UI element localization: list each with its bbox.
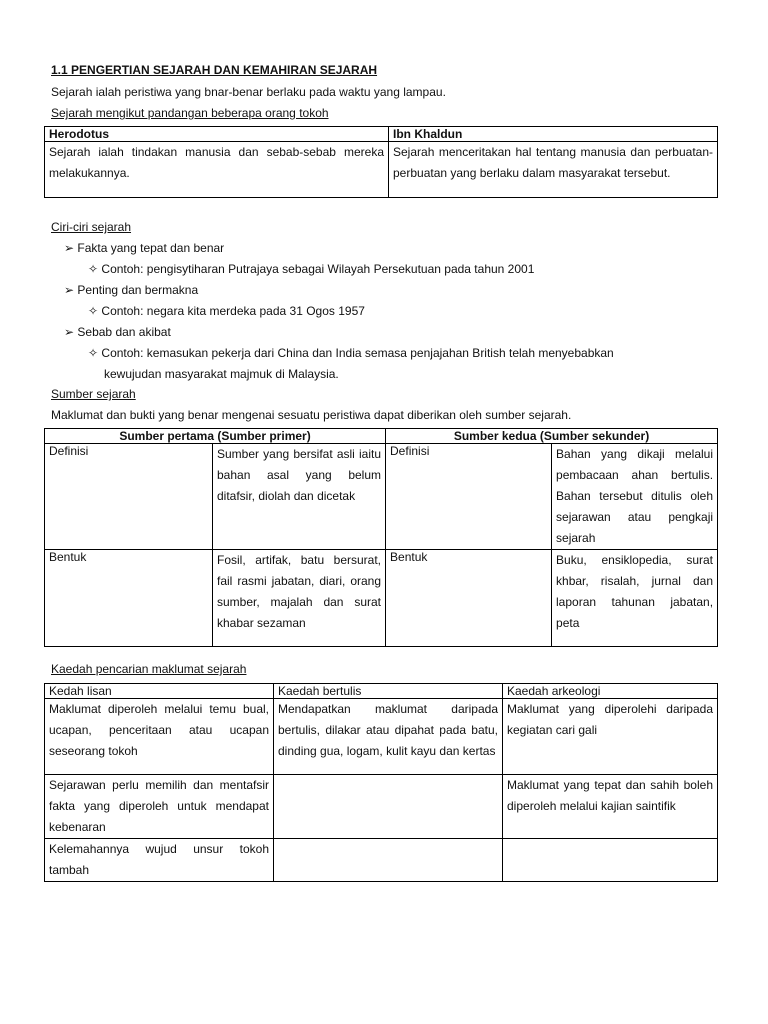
arrow-bullet-icon: ➢ bbox=[64, 283, 75, 297]
views-head-ibn-khaldun: Ibn Khaldun bbox=[389, 127, 718, 142]
views-herodotus-text: Sejarah ialah tindakan manusia dan sebab-sebab mereka melakukannya. bbox=[45, 142, 389, 198]
ciri-bullet-2-sub-text: Contoh: negara kita merdeka pada 31 Ogos 1957 bbox=[101, 304, 365, 318]
arrow-bullet-icon: ➢ bbox=[64, 325, 75, 339]
kaedah-lisan-1: Maklumat diperoleh melalui temu bual, ucapan, penceritaan atau ucapan seseorang tokoh bbox=[45, 699, 274, 775]
sumber-secondary-head: Sumber kedua (Sumber sekunder) bbox=[386, 429, 718, 444]
ciri-bullet-3-sub-text: Contoh: kemasukan pekerja dari China dan India semasa penjajahan British telah menyebabkan bbox=[101, 346, 614, 360]
ciri-bullet-3-sub-continued: kewujudan masyarakat majmuk di Malaysia. bbox=[104, 367, 339, 381]
kaedah-lisan-3: Kelemahannya wujud unsur tokoh tambah bbox=[45, 839, 274, 882]
sumber-table-header-row bbox=[45, 429, 718, 444]
sumber-primary-definisi: Sumber yang bersifat asli iaitu bahan asal yang belum ditafsir, diolah dan dicetak bbox=[213, 444, 386, 550]
ciri-bullet-3 bbox=[64, 324, 171, 340]
kaedah-head-arkeologi: Kaedah arkeologi bbox=[503, 684, 718, 699]
arrow-bullet-icon: ➢ bbox=[64, 241, 75, 255]
views-head-herodotus: Herodotus bbox=[45, 127, 389, 142]
kaedah-bertulis-3-empty bbox=[274, 839, 503, 882]
ciri-bullet-1-sub bbox=[88, 261, 534, 277]
kaedah-bertulis-2-empty bbox=[274, 775, 503, 839]
sumber-definisi-row bbox=[45, 444, 718, 550]
sumber-table bbox=[44, 428, 718, 647]
sumber-heading: Sumber sejarah bbox=[51, 387, 136, 401]
views-table-row bbox=[45, 142, 718, 198]
kaedah-bertulis-1: Mendapatkan maklumat daripada bertulis, dilakar atau dipahat pada batu, dinding gua, logam, kulit kayu dan kertas bbox=[274, 699, 503, 775]
kaedah-head-bertulis: Kaedah bertulis bbox=[274, 684, 503, 699]
kaedah-arkeologi-2: Maklumat yang tepat dan sahih boleh diperoleh melalui kajian saintifik bbox=[503, 775, 718, 839]
views-table-header-row bbox=[45, 127, 718, 142]
star-bullet-icon: ✧ bbox=[88, 304, 99, 318]
star-bullet-icon: ✧ bbox=[88, 346, 99, 360]
sumber-definisi-label: Definisi bbox=[45, 444, 213, 550]
sumber-definisi-label-2: Definisi bbox=[386, 444, 552, 550]
ciri-bullet-1-text: Fakta yang tepat dan benar bbox=[77, 241, 225, 255]
star-bullet-icon: ✧ bbox=[88, 262, 99, 276]
sumber-primary-bentuk: Fosil, artifak, batu bersurat, fail rasmi jabatan, diari, orang sumber, majalah dan surat khabar sezaman bbox=[213, 550, 386, 647]
page-title: 1.1 PENGERTIAN SEJARAH DAN KEMAHIRAN SEJARAH bbox=[51, 63, 378, 77]
intro-text: Sejarah ialah peristiwa yang bnar-benar berlaku pada waktu yang lampau. bbox=[51, 85, 446, 99]
kaedah-lisan-2: Sejarawan perlu memilih dan mentafsir fakta yang diperoleh untuk mendapat kebenaran bbox=[45, 775, 274, 839]
sumber-intro: Maklumat dan bukti yang benar mengenai sesuatu peristiwa dapat diberikan oleh sumber sejarah. bbox=[51, 408, 572, 422]
sumber-primary-head: Sumber pertama (Sumber primer) bbox=[45, 429, 386, 444]
kaedah-row-2 bbox=[45, 775, 718, 839]
ciri-heading: Ciri-ciri sejarah bbox=[51, 220, 132, 234]
ciri-bullet-1 bbox=[64, 240, 224, 256]
sumber-bentuk-row bbox=[45, 550, 718, 647]
views-ibn-khaldun-text: Sejarah menceritakan hal tentang manusia dan perbuatan-perbuatan yang berlaku dalam masyarakat tersebut. bbox=[389, 142, 718, 198]
kaedah-row-1 bbox=[45, 699, 718, 775]
views-table bbox=[44, 126, 718, 198]
sumber-secondary-bentuk: Buku, ensiklopedia, surat khbar, risalah, jurnal dan laporan tahunan jabatan, peta bbox=[552, 550, 718, 647]
kaedah-row-3 bbox=[45, 839, 718, 882]
kaedah-table bbox=[44, 683, 718, 882]
views-heading: Sejarah mengikut pandangan beberapa orang tokoh bbox=[51, 106, 329, 120]
kaedah-table-header-row bbox=[45, 684, 718, 699]
sumber-bentuk-label: Bentuk bbox=[45, 550, 213, 647]
sumber-bentuk-label-2: Bentuk bbox=[386, 550, 552, 647]
kaedah-arkeologi-1: Maklumat yang diperolehi daripada kegiatan cari gali bbox=[503, 699, 718, 775]
ciri-bullet-3-text: Sebab dan akibat bbox=[77, 325, 171, 339]
ciri-bullet-2-sub bbox=[88, 303, 365, 319]
kaedah-arkeologi-3-empty bbox=[503, 839, 718, 882]
ciri-bullet-3-sub bbox=[88, 345, 614, 361]
ciri-bullet-1-sub-text: Contoh: pengisytiharan Putrajaya sebagai Wilayah Persekutuan pada tahun 2001 bbox=[101, 262, 535, 276]
ciri-bullet-2-text: Penting dan bermakna bbox=[77, 283, 199, 297]
ciri-bullet-2 bbox=[64, 282, 198, 298]
sumber-secondary-definisi: Bahan yang dikaji melalui pembacaan ahan bertulis. Bahan tersebut ditulis oleh sejarawan atau pengkaji sejarah bbox=[552, 444, 718, 550]
kaedah-head-lisan: Kedah lisan bbox=[45, 684, 274, 699]
kaedah-heading: Kaedah pencarian maklumat sejarah bbox=[51, 662, 247, 676]
